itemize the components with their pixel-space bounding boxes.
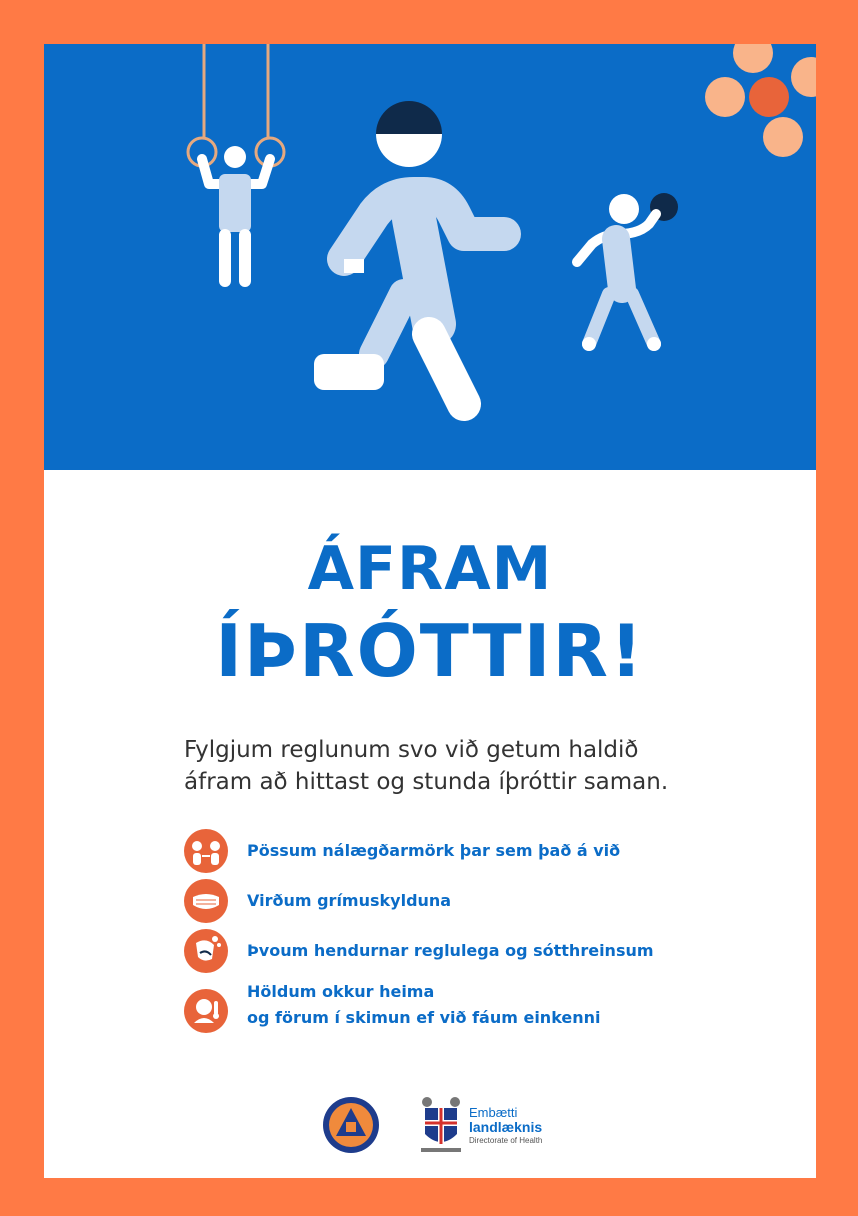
subtitle: [184, 734, 744, 798]
subtitle-line-1: Fylgjum reglunum svo við getum haldið: [184, 737, 639, 763]
directorate-of-health-crest-icon: [419, 1094, 463, 1156]
brand-line-3: Directorate of Health: [469, 1136, 543, 1145]
hero-illustration: [44, 44, 816, 470]
gymnast-icon: [188, 44, 284, 287]
brand-line-2: landlæknis: [469, 1119, 543, 1135]
ball-thrower-icon: [577, 193, 678, 351]
rule-text-stay-home-2: og förum í skimun ef við fáum einkenni: [247, 1008, 601, 1027]
distance-icon: [184, 829, 228, 873]
poster: [44, 44, 816, 1178]
rule-text-distance: Pössum nálægðarmörk þar sem það á við: [247, 841, 621, 860]
directorate-brand: [469, 1106, 542, 1148]
rule-text-stay-home-1: Höldum okkur heima: [247, 982, 435, 1001]
athletes-illustration: [44, 44, 816, 470]
brand-line-1: Embætti: [469, 1105, 518, 1120]
decorative-circles-icon: [705, 44, 816, 157]
mask-icon: [184, 879, 228, 923]
logos: [314, 1094, 614, 1164]
thermometer-icon: [184, 989, 228, 1033]
runner-icon: [314, 101, 504, 404]
rule-text-mask: Virðum grímuskylduna: [247, 891, 452, 910]
title-line-2: ÍÞRÓTTIR!: [215, 609, 645, 693]
rule-text-handwash: Þvoum hendurnar reglulega og sótthreinsum: [247, 941, 654, 960]
title-line-1: ÁFRAM: [307, 534, 553, 604]
subtitle-line-2: áfram að hittast og stunda íþróttir saman.: [184, 769, 669, 795]
hand-wash-icon: [184, 929, 228, 973]
civil-protection-seal-icon: [322, 1096, 380, 1154]
